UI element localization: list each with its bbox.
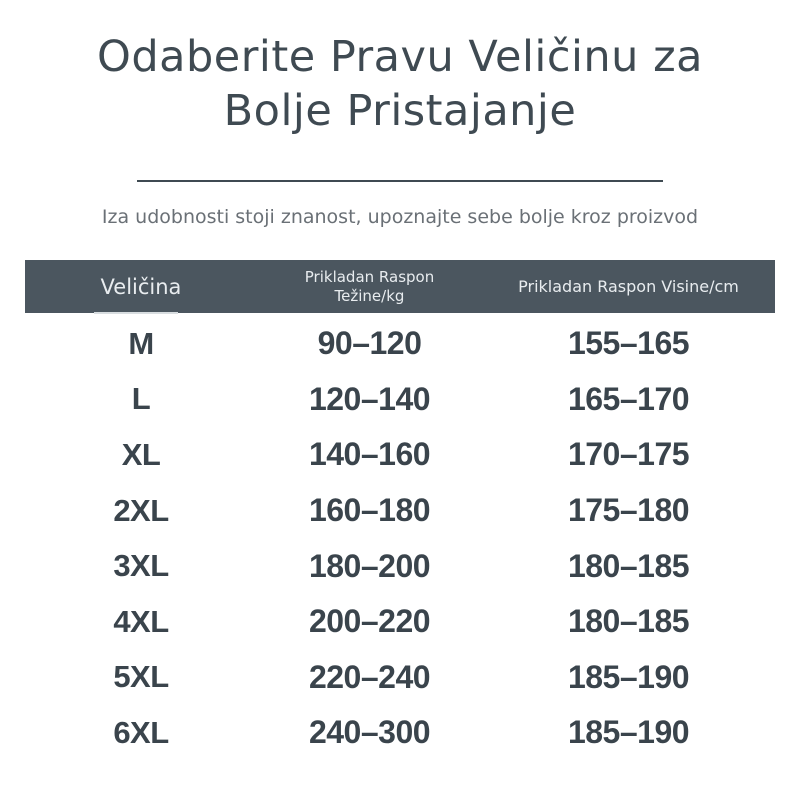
page-title: [0, 30, 800, 138]
table-header: [25, 260, 775, 313]
column-header-weight-line2: Težine/kg: [334, 286, 405, 305]
table-row: [25, 594, 775, 650]
table-row: [25, 372, 775, 428]
weight-cell: 220–240: [308, 658, 431, 695]
weight-cell: 140–160: [308, 436, 431, 473]
size-table-body: [25, 316, 775, 761]
table-row: [25, 427, 775, 483]
weight-cell: 200–220: [308, 603, 431, 640]
weight-cell: 240–300: [308, 714, 431, 751]
size-cell: 2XL: [113, 492, 169, 528]
column-header-height: Prikladan Raspon Visine/cm: [518, 277, 739, 296]
size-cell: XL: [121, 436, 161, 472]
height-cell: 185–190: [567, 714, 690, 751]
height-cell: 155–165: [567, 325, 690, 362]
table-row: [25, 650, 775, 706]
table-row: [25, 483, 775, 539]
height-cell: 165–170: [567, 380, 690, 417]
table-row: [25, 316, 775, 372]
height-cell: 180–185: [567, 547, 690, 584]
weight-cell: 160–180: [308, 492, 431, 529]
title-line-2: Bolje Pristajanje: [223, 86, 577, 136]
weight-cell: 90–120: [317, 325, 422, 362]
column-header-size: Veličina: [100, 274, 182, 299]
height-cell: 170–175: [567, 436, 690, 473]
size-cell: 6XL: [113, 714, 169, 750]
weight-cell: 180–200: [308, 547, 431, 584]
weight-cell: 120–140: [308, 380, 431, 417]
size-cell: L: [131, 381, 151, 417]
table-row: [25, 705, 775, 761]
size-cell: M: [128, 325, 154, 361]
subtitle: Iza udobnosti stoji znanost, upoznajte sebe bolje kroz proizvod: [101, 206, 699, 228]
table-row: [25, 538, 775, 594]
size-cell: 5XL: [113, 659, 169, 695]
column-header-weight-line1: Prikladan Raspon: [304, 267, 435, 286]
height-cell: 180–185: [567, 603, 690, 640]
size-cell: 3XL: [113, 548, 169, 584]
title-line-1: Odaberite Pravu Veličinu za: [96, 32, 704, 82]
size-header-underline: [94, 312, 178, 314]
column-header-weight: [257, 260, 482, 313]
height-cell: 185–190: [567, 658, 690, 695]
height-cell: 175–180: [567, 492, 690, 529]
size-cell: 4XL: [113, 603, 169, 639]
title-divider: [137, 180, 663, 182]
